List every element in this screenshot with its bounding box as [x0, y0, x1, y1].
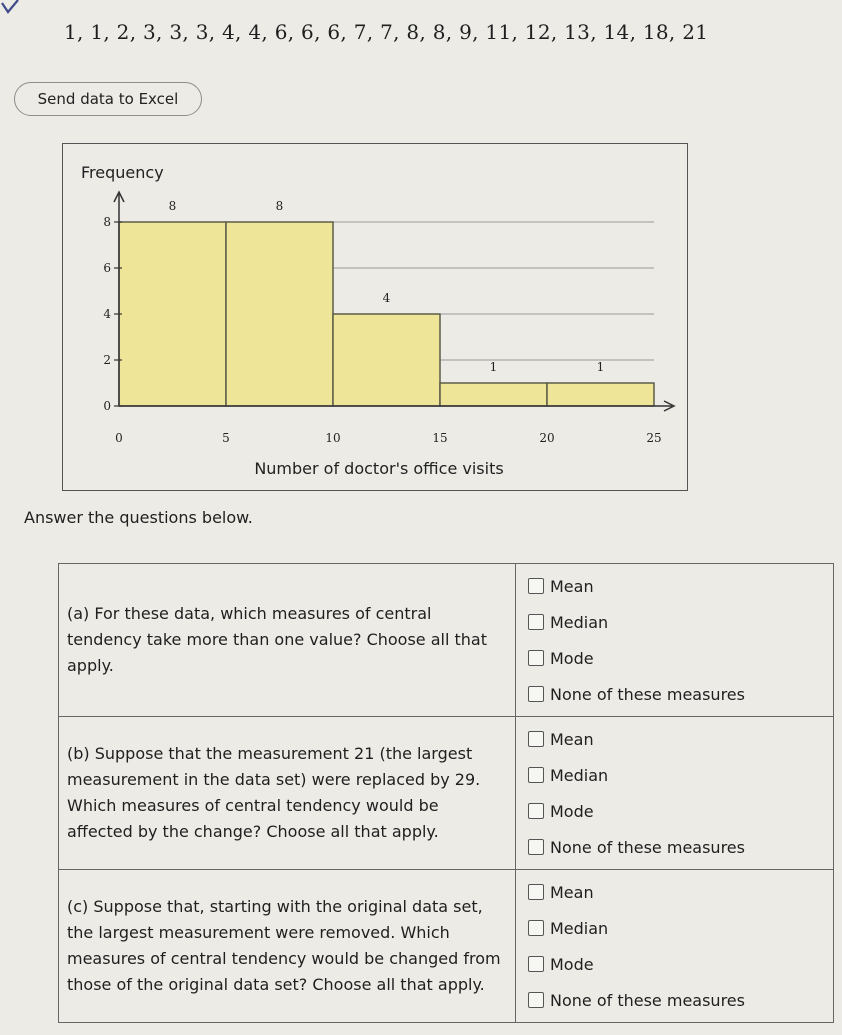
checkbox[interactable] [528, 992, 544, 1008]
send-to-excel-button[interactable]: Send data to Excel [14, 82, 202, 116]
dataset-values: 1, 1, 2, 3, 3, 3, 4, 4, 6, 6, 6, 7, 7, 8, 8, 9, 11, 12, 13, 14, 18, 21 [64, 20, 709, 44]
checkbox[interactable] [528, 767, 544, 783]
option-b-mode[interactable]: Mode [528, 793, 833, 829]
checkbox[interactable] [528, 803, 544, 819]
checkbox[interactable] [528, 956, 544, 972]
bar-data-label: 8 [168, 199, 177, 213]
x-tick-label: 25 [646, 431, 662, 445]
option-b-mean[interactable]: Mean [528, 721, 833, 757]
question-c-prompt: (c) Suppose that, starting with the original data set, the largest measurement were removed. Which measures of central tendency would be changed from those of the original data set? Choose all that apply. [59, 870, 516, 1023]
histogram-bar [440, 383, 547, 406]
checkbox[interactable] [528, 731, 544, 747]
histogram-svg [63, 144, 689, 492]
checkbox[interactable] [528, 839, 544, 855]
checkbox[interactable] [528, 884, 544, 900]
questions-table [58, 563, 834, 1023]
y-tick-label: 0 [103, 399, 111, 413]
histogram-chart [62, 143, 688, 491]
option-a-none[interactable]: None of these measures [528, 676, 833, 712]
checkmark-icon [0, 0, 20, 16]
x-tick-label: 15 [432, 431, 448, 445]
bar-data-label: 1 [596, 360, 605, 374]
option-b-median[interactable]: Median [528, 757, 833, 793]
chart-ylabel: Frequency [81, 163, 164, 182]
histogram-bar [119, 222, 226, 406]
histogram-bar [333, 314, 440, 406]
x-tick-label: 0 [115, 431, 123, 445]
option-c-median[interactable]: Median [528, 910, 833, 946]
checkbox[interactable] [528, 578, 544, 594]
answer-heading: Answer the questions below. [24, 508, 253, 527]
y-tick-label: 2 [103, 353, 111, 367]
checkbox[interactable] [528, 614, 544, 630]
y-tick-label: 6 [103, 261, 111, 275]
y-tick-label: 4 [103, 307, 111, 321]
x-tick-label: 5 [222, 431, 230, 445]
option-c-mode[interactable]: Mode [528, 946, 833, 982]
x-tick-label: 10 [325, 431, 341, 445]
question-b-options [516, 717, 834, 870]
option-c-mean[interactable]: Mean [528, 874, 833, 910]
x-tick-label: 20 [539, 431, 555, 445]
option-a-mean[interactable]: Mean [528, 568, 833, 604]
option-a-median[interactable]: Median [528, 604, 833, 640]
checkbox[interactable] [528, 686, 544, 702]
y-tick-label: 8 [103, 215, 111, 229]
bar-data-label: 4 [382, 291, 391, 305]
question-row-c [59, 870, 834, 1023]
option-a-mode[interactable]: Mode [528, 640, 833, 676]
histogram-bar [226, 222, 333, 406]
question-a-prompt: (a) For these data, which measures of central tendency take more than one value? Choose all that apply. [59, 564, 516, 717]
option-b-none[interactable]: None of these measures [528, 829, 833, 865]
option-c-none[interactable]: None of these measures [528, 982, 833, 1018]
chart-xlabel: Number of doctor's office visits [254, 459, 504, 478]
question-a-options [516, 564, 834, 717]
question-row-b [59, 717, 834, 870]
checkbox[interactable] [528, 650, 544, 666]
bar-data-label: 1 [489, 360, 498, 374]
question-b-prompt: (b) Suppose that the measurement 21 (the largest measurement in the data set) were replaced by 29. Which measures of central tendency would be affected by the change? Choose all that apply. [59, 717, 516, 870]
histogram-bar [547, 383, 654, 406]
checkbox[interactable] [528, 920, 544, 936]
question-row-a [59, 564, 834, 717]
question-c-options [516, 870, 834, 1023]
bar-data-label: 8 [275, 199, 284, 213]
